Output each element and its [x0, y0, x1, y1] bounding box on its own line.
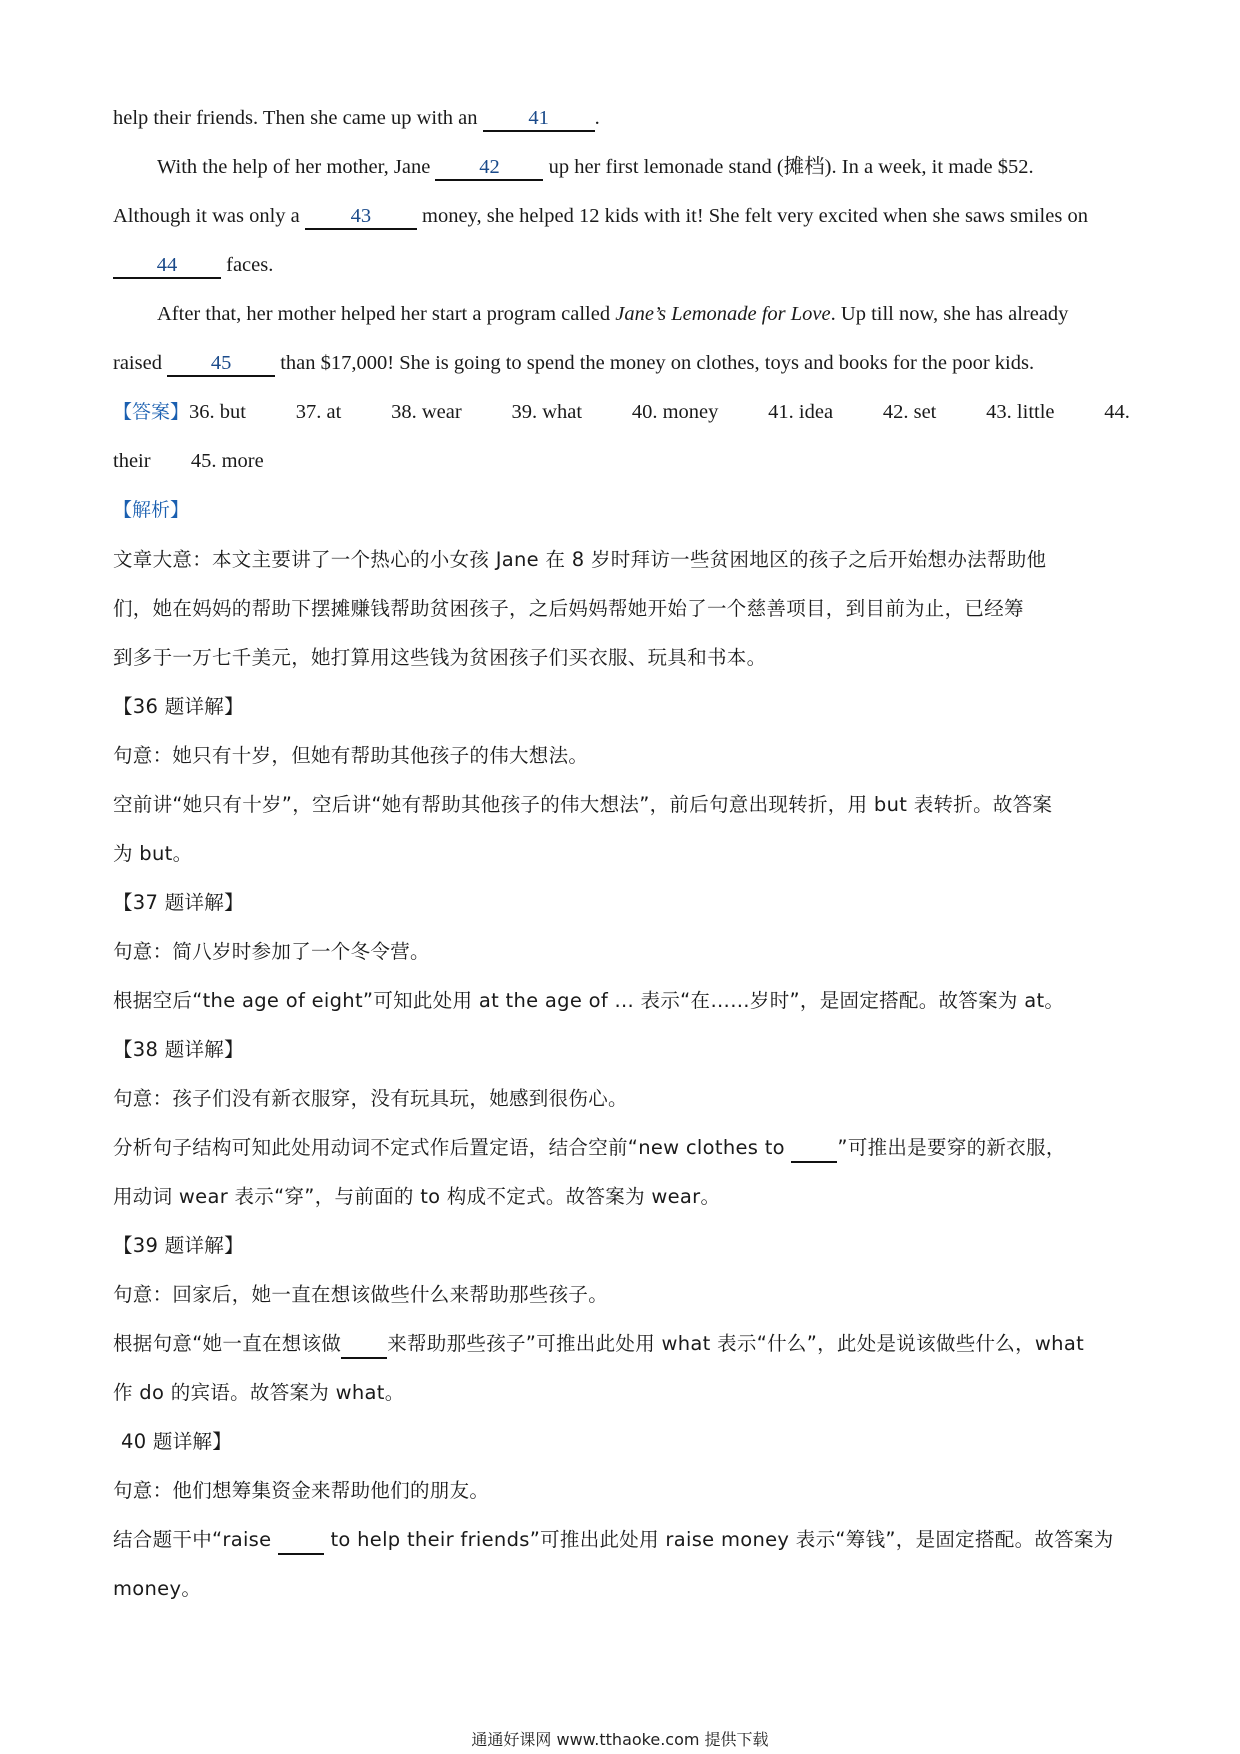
q39-heading: 【39 题详解】: [113, 1234, 244, 1257]
summary-line: 们，她在妈妈的帮助下摆摊赚钱帮助贫困孩子，之后妈妈帮她开始了一个慈善项目，到目前为止，已经筹: [113, 597, 1024, 620]
answer-item: 45. more: [190, 450, 264, 472]
passage-text: than $17,000! She is going to spend the money on clothes, toys and books for the poor kids.: [280, 352, 1035, 374]
summary-line: 到多于一万七千美元，她打算用这些钱为贫困孩子们买衣服、玩具和书本。: [113, 646, 767, 669]
blank-41: 41: [483, 106, 595, 132]
passage-line: [113, 143, 1130, 192]
passage-text: help their friends. Then she came up with an: [113, 107, 478, 129]
answer-item: 41. idea: [768, 401, 834, 423]
program-name: Jane’s Lemonade for Love: [615, 303, 831, 325]
q40-heading: 40 题详解】: [121, 1430, 233, 1453]
passage-text: faces.: [226, 254, 274, 276]
answer-item: 43. little: [986, 401, 1055, 423]
answer-row: [113, 388, 1130, 437]
passage-text: After that, her mother helped her start a program called: [157, 303, 611, 325]
q37-heading: 【37 题详解】: [113, 891, 244, 914]
passage-text: With the help of her mother, Jane: [157, 156, 431, 178]
answer-item: 39. what: [511, 401, 583, 423]
answer-item: 38. wear: [391, 401, 462, 423]
blank-44: 44: [113, 253, 221, 279]
inline-blank: [341, 1333, 387, 1359]
q40-explanation: 结合题干中“raise to help their friends”可推出此处用 raise money 表示“筹钱”，是固定搭配。故答案为: [113, 1515, 1130, 1564]
passage-text: . Up till now, she has already: [830, 303, 1069, 325]
q39-meaning: 句意：回家后，她一直在想该做些什么来帮助那些孩子。: [113, 1283, 609, 1306]
passage-text: .: [594, 107, 600, 129]
passage-text: up her first lemonade stand (摊档). In a week, it made $52.: [548, 156, 1034, 178]
analysis-tag: 【解析】: [113, 499, 190, 521]
blank-45: 45: [167, 351, 275, 377]
blank-43: 43: [305, 204, 417, 230]
answer-item: 【答案】36. but: [113, 401, 246, 423]
q39-explanation: 根据句意“她一直在想该做 来帮助那些孩子”可推出此处用 what 表示“什么”，此处是说该做些什么，what: [113, 1319, 1130, 1368]
answer-item: 42. set: [882, 401, 937, 423]
passage-line: [113, 192, 1130, 241]
main-content: [113, 94, 1130, 1613]
q38-explanation: 用动词 wear 表示“穿”，与前面的 to 构成不定式。故答案为 wear。: [113, 1185, 721, 1208]
passage-text: raised: [113, 352, 162, 374]
inline-blank: [791, 1137, 837, 1163]
answer-row: [113, 437, 1130, 486]
q38-explanation: 分析句子结构可知此处用动词不定式作后置定语，结合空前“new clothes to ”可推出是要穿的新衣服，: [113, 1123, 1130, 1172]
q37-meaning: 句意：简八岁时参加了一个冬令营。: [113, 940, 430, 963]
blank-42: 42: [435, 155, 543, 181]
passage-line: [113, 339, 1130, 388]
q39-explanation: 作 do 的宾语。故答案为 what。: [113, 1381, 405, 1404]
answer-item: 37. at: [295, 401, 342, 423]
q37-explanation: 根据空后“the age of eight”可知此处用 at the age of ... 表示“在……岁时”，是固定搭配。故答案为 at。: [113, 989, 1065, 1012]
passage-line: [113, 290, 1130, 339]
q36-heading: 【36 题详解】: [113, 695, 244, 718]
q38-heading: 【38 题详解】: [113, 1038, 244, 1061]
answer-tag: 【答案】: [113, 401, 190, 423]
inline-blank: [278, 1529, 324, 1555]
page-footer: 通通好课网 www.tthaoke.com 提供下载: [471, 1730, 769, 1749]
q38-meaning: 句意：孩子们没有新衣服穿，没有玩具玩，她感到很伤心。: [113, 1087, 628, 1110]
summary-line: 文章大意：本文主要讲了一个热心的小女孩 Jane 在 8 岁时拜访一些贫困地区的孩子之后开始想办法帮助他: [113, 548, 1047, 571]
answer-item: 40. money: [631, 401, 719, 423]
passage-line: [113, 241, 1130, 290]
q36-explanation: 为 but。: [113, 842, 193, 865]
passage-line: [113, 94, 1130, 143]
analysis-heading: [113, 486, 1130, 535]
q36-explanation: 空前讲“她只有十岁”，空后讲“她有帮助其他孩子的伟大想法”，前后句意出现转折，用 but 表转折。故答案: [113, 793, 1053, 816]
passage-text: Although it was only a: [113, 205, 300, 227]
passage-text: money, she helped 12 kids with it! She felt very excited when she saws smiles on: [422, 205, 1088, 227]
q36-meaning: 句意：她只有十岁，但她有帮助其他孩子的伟大想法。: [113, 744, 589, 767]
answer-item: their: [113, 450, 151, 472]
answer-item: 44.: [1104, 401, 1130, 423]
q40-explanation: money。: [113, 1577, 202, 1600]
q40-meaning: 句意：他们想筹集资金来帮助他们的朋友。: [113, 1479, 490, 1502]
